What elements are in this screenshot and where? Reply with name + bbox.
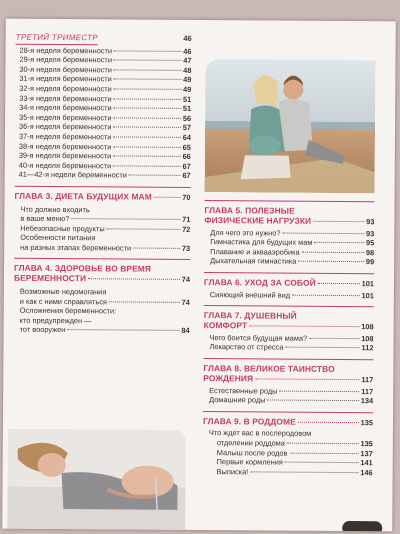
divider bbox=[204, 272, 374, 274]
chapter-6-title: ГЛАВА 6. УХОД ЗА СОБОЙ bbox=[203, 277, 316, 288]
toc-entry-page: 67 bbox=[182, 161, 191, 171]
toc-entry bbox=[203, 395, 373, 406]
toc-entry-page: 112 bbox=[361, 343, 374, 353]
chapter-4-entries bbox=[14, 287, 190, 336]
toc-entry bbox=[203, 467, 373, 478]
toc-entry-label: 34-я неделя беременности bbox=[19, 102, 112, 113]
chapter-5-page: 93 bbox=[366, 217, 375, 227]
toc-entry-label: Лекарство от стресса bbox=[209, 342, 284, 352]
chapter-9-entries bbox=[203, 428, 373, 477]
chapter-6-page: 101 bbox=[361, 279, 374, 289]
toc-entry-page: 51 bbox=[182, 94, 192, 104]
toc-entry-label: 32-я неделя беременности bbox=[19, 83, 112, 94]
divider bbox=[204, 305, 374, 307]
divider bbox=[203, 358, 373, 360]
chapter-7-title-line2: КОМФОРТ bbox=[203, 320, 248, 331]
toc-entry-page: 65 bbox=[182, 142, 191, 152]
chapter-3-entries bbox=[14, 204, 190, 253]
toc-entry-page: 67 bbox=[182, 171, 191, 181]
toc-entry-label: Первые кормления bbox=[216, 457, 283, 467]
toc-entry bbox=[204, 290, 374, 301]
toc-entry-page: 93 bbox=[366, 228, 375, 238]
toc-entry-page: 46 bbox=[183, 46, 192, 56]
toc-entry-label: Естественные роды bbox=[209, 385, 278, 396]
toc-entry-page: 57 bbox=[182, 123, 192, 133]
chapter-8-title-line2: РОЖДЕНИЯ bbox=[203, 372, 254, 384]
toc-entry-line: кто предупрежден — bbox=[19, 315, 92, 326]
chapter-5-entries bbox=[204, 228, 374, 268]
toc-entry-label: в ваше меню? bbox=[20, 213, 70, 224]
toc-entry-label: 28-я неделя беременности bbox=[19, 45, 113, 55]
toc-entry bbox=[204, 256, 374, 267]
chapter-3-title: ГЛАВА 3. ДИЕТА БУДУЩИХ МАМ bbox=[14, 190, 152, 202]
toc-entry-line: Что ждет вас в послеродовом bbox=[208, 428, 312, 439]
toc-entry-label: и как с ними справляться bbox=[19, 296, 107, 307]
toc-entry-label: 40-я неделя беременности bbox=[18, 160, 112, 171]
chapter-8-entries bbox=[203, 386, 373, 406]
toc-entry-page: 84 bbox=[181, 326, 190, 336]
chapter-3-heading bbox=[15, 191, 191, 203]
toc-entry-page: 49 bbox=[183, 84, 192, 94]
toc-entry-label: Чего боится будущая мама? bbox=[209, 332, 308, 343]
toc-entry-page: 141 bbox=[360, 458, 373, 468]
toc-entry-label: 33-я неделя беременности bbox=[19, 93, 112, 103]
toc-entry-page: 72 bbox=[182, 224, 191, 234]
chapter-8-page: 117 bbox=[361, 375, 374, 385]
chapter-6-heading bbox=[204, 277, 374, 289]
toc-entry-label: 36-я неделя беременности bbox=[19, 122, 112, 132]
divider bbox=[205, 200, 375, 202]
toc-entry bbox=[15, 170, 191, 181]
chapter-5-title-line1: ГЛАВА 5. ПОЛЕЗНЫЕ bbox=[204, 205, 295, 216]
chapter-8-title-line1: ГЛАВА 8. ВЕЛИКОЕ ТАИНСТВО bbox=[203, 362, 335, 374]
toc-entry-page: 74 bbox=[181, 297, 190, 307]
toc-entry-page: 95 bbox=[365, 238, 375, 248]
toc-entry-page: 48 bbox=[183, 65, 192, 75]
toc-entry-label: отделении роддома bbox=[216, 438, 285, 448]
toc-entry-label: на разных этапах беременности bbox=[20, 242, 132, 253]
toc-entry-page: 71 bbox=[182, 214, 191, 225]
chapter-4-heading bbox=[14, 273, 190, 285]
toc-entry-page: 134 bbox=[360, 396, 374, 406]
chapter-8-heading bbox=[203, 373, 373, 385]
toc-entry-line: Возможные недомогания bbox=[19, 286, 107, 297]
toc-entry-page: 135 bbox=[360, 439, 373, 449]
toc-entry-page: 56 bbox=[182, 113, 192, 123]
divider bbox=[14, 258, 190, 260]
trimester-heading bbox=[16, 33, 192, 46]
book-page bbox=[2, 19, 396, 532]
toc-entry-label: Малыш после родов bbox=[216, 447, 288, 458]
toc-entry-page: 101 bbox=[361, 290, 374, 300]
couple-beach-illustration bbox=[205, 59, 376, 193]
toc-entry bbox=[203, 342, 373, 353]
trimester-page: 46 bbox=[183, 33, 192, 43]
toc-entry-label: Выписка! bbox=[216, 466, 249, 477]
pregnant-woman-photo bbox=[7, 429, 186, 530]
toc-entry-label: 30-я неделя беременности bbox=[19, 64, 112, 75]
toc-entry-label: 37-я неделя беременности bbox=[18, 131, 112, 142]
toc-entry-line: Осложнения беременности: bbox=[19, 305, 117, 316]
chapter-6-entries bbox=[204, 290, 374, 301]
toc-entry-label: Сияющий внешний вид bbox=[209, 289, 291, 300]
page-number-tab bbox=[342, 521, 382, 531]
toc-entry-label: 35-я неделя беременности bbox=[19, 112, 112, 123]
toc-entry-page: 99 bbox=[365, 257, 375, 267]
toc-entry bbox=[14, 243, 190, 254]
chapter-7-title-line1: ГЛАВА 7. ДУШЕВНЫЙ bbox=[203, 310, 297, 321]
toc-entry-page: 66 bbox=[182, 152, 191, 162]
chapter-4-title-line1: ГЛАВА 4. ЗДОРОВЬЕ ВО ВРЕМЯ bbox=[14, 263, 152, 275]
toc-entry-page: 117 bbox=[361, 386, 374, 396]
chapter-7-page: 108 bbox=[361, 322, 374, 332]
toc-entry-label: тот вооружен bbox=[19, 325, 66, 335]
toc-entry-label: 41—42-я недели беременности bbox=[18, 170, 127, 180]
toc-entry-page: 51 bbox=[182, 104, 192, 114]
toc-entry-page: 49 bbox=[183, 75, 192, 85]
toc-entry-label: 39-я неделя беременности bbox=[18, 150, 112, 161]
chapter-9-heading bbox=[203, 416, 373, 428]
divider bbox=[15, 186, 191, 188]
chapter-5-title-line2: ФИЗИЧЕСКИЕ НАГРУЗКИ bbox=[204, 215, 312, 226]
toc-entry-page: 47 bbox=[183, 56, 192, 66]
toc-entry-label: Дыхательная гимнастика bbox=[210, 256, 297, 267]
toc-entry-page: 98 bbox=[365, 247, 375, 258]
toc-entry-label: 38-я неделя беременности bbox=[18, 141, 112, 151]
chapter-9-page: 135 bbox=[360, 417, 374, 427]
toc-entry-label: Гимнастика для будущих мам bbox=[210, 237, 313, 247]
toc-entry bbox=[14, 325, 190, 336]
toc-entry-page: 108 bbox=[361, 333, 374, 343]
chapter-7-heading bbox=[204, 320, 374, 332]
toc-entry-line: Что должно входить bbox=[20, 204, 90, 214]
chapter-7-entries bbox=[203, 333, 373, 353]
couple-beach-photo bbox=[205, 59, 376, 193]
pregnant-woman-illustration bbox=[7, 429, 186, 530]
chapter-9-title: ГЛАВА 9. В РОДДОМЕ bbox=[202, 415, 296, 427]
divider bbox=[203, 411, 373, 413]
toc-entry-page: 137 bbox=[360, 448, 373, 458]
toc-entry-label: Для чего это нужно? bbox=[210, 227, 281, 238]
toc-entry-label: 29-я неделя беременности bbox=[19, 54, 112, 65]
chapter-4-page: 74 bbox=[181, 275, 190, 285]
chapter-5-heading bbox=[204, 215, 374, 227]
toc-left-column bbox=[14, 33, 192, 336]
toc-entry-label: 31-я неделя беременности bbox=[19, 74, 112, 84]
toc-entry-page: 73 bbox=[181, 243, 191, 253]
toc-entry-label: Небезопасные продукты bbox=[20, 223, 105, 234]
toc-entry-page: 146 bbox=[360, 467, 373, 477]
chapter-4-title-line2: БЕРЕМЕННОСТИ bbox=[13, 273, 87, 284]
toc-entry-page: 64 bbox=[182, 132, 191, 142]
trimester-title: ТРЕТИЙ ТРИМЕСТР bbox=[16, 33, 98, 45]
toc-entry-label: Домашние роды bbox=[209, 395, 266, 405]
toc-entry-label: Плавание и аквааэробика bbox=[210, 246, 300, 257]
weeks-list bbox=[15, 45, 192, 181]
toc-right-column bbox=[203, 200, 375, 477]
toc-entry-line: Особенности питания bbox=[20, 233, 96, 243]
chapter-3-page: 70 bbox=[182, 192, 191, 202]
